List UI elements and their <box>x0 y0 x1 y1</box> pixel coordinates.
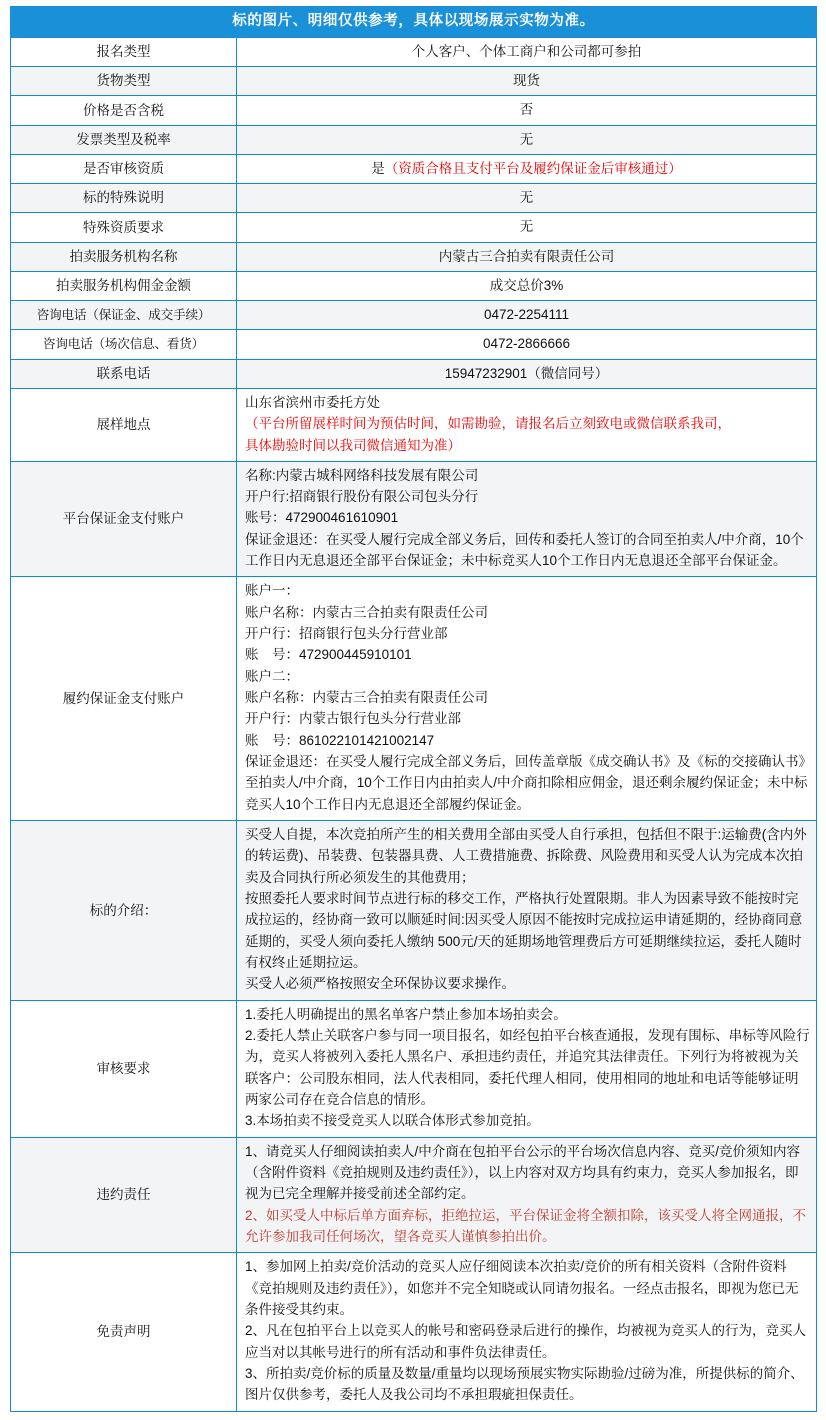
row-label-registration-type: 报名类型 <box>11 37 237 66</box>
row-value-commission: 成交总价3% <box>237 271 817 300</box>
audit-requirement-item-1: 1.委托人明确提出的黑名单客户禁止参加本场拍卖会。 <box>245 1006 567 1022</box>
row-value-disclaimer <box>237 1253 817 1411</box>
row-label-subject-intro: 标的介绍： <box>11 821 237 1001</box>
row-label-display-site: 展样地点 <box>11 388 237 461</box>
performance-account-two-number: 账 号：861022101421002147 <box>245 732 435 748</box>
breach-liability-item-1: 1、请竞买人仔细阅读拍卖人/中介商在包拍平台公示的平台场次信息内容、竞买/竞价须知内容（含附件资料《竞拍规则及违约责任》），以上内容对双方均具有约束力，竞买人参加报名，即视为已完全理解并接受前述全部约定。 <box>245 1143 801 1202</box>
row-label-goods-type: 货物类型 <box>11 67 237 96</box>
row-label-qualification-review: 是否审核资质 <box>11 154 237 183</box>
row-label-invoice-type: 发票类型及税率 <box>11 125 237 154</box>
row-value-goods-type: 现货 <box>237 67 817 96</box>
row-value-hotline-session: 0472-2866666 <box>237 330 817 359</box>
row-value-breach-liability <box>237 1137 817 1253</box>
row-label-breach-liability: 违约责任 <box>11 1137 237 1253</box>
table-row <box>11 242 817 271</box>
row-label-special-qualification: 特殊资质要求 <box>11 213 237 242</box>
row-value-contact-phone: 15947232901（微信同号） <box>237 359 817 388</box>
row-value-auction-agency: 内蒙古三合拍卖有限责任公司 <box>237 242 817 271</box>
table-row <box>11 184 817 213</box>
table-row-performance-deposit-account <box>11 577 817 821</box>
row-value-platform-deposit-account <box>237 461 817 577</box>
row-label-performance-deposit-account: 履约保证金支付账户 <box>11 577 237 821</box>
row-value-subject-intro <box>237 821 817 1001</box>
display-site-note-line2: 具体勘验时间以我司微信通知为准） <box>245 437 461 453</box>
row-value-tax-included: 否 <box>237 96 817 125</box>
table-row <box>11 125 817 154</box>
row-label-hotline-deposit: 咨询电话（保证金、成交手续） <box>11 301 237 330</box>
disclaimer-item-1: 1、参加网上拍卖/竞价活动的竞买人应仔细阅读本次拍卖/竞价的所有相关资料（含附件资料《竞拍规则及违约责任》），如您并不完全知晓或认同请勿报名。一经点击报名，即视为您已无条件接受其约束。 <box>245 1259 799 1317</box>
row-label-special-note: 标的特殊说明 <box>11 184 237 213</box>
table-row-breach-liability <box>11 1137 817 1253</box>
table-row <box>11 330 817 359</box>
table-row <box>11 67 817 96</box>
performance-account-one-number: 账 号：472900445910101 <box>245 647 412 663</box>
display-site-note-line1: （平台所留展样时间为预估时间，如需勘验，请报名后立刻致电或微信联系我司， <box>245 416 731 432</box>
performance-deposit-refund-terms: 保证金退还：在买受人履行完成全部义务后，回传盖章版《成交确认书》及《标的交接确认书》至拍卖人/中介商，10个工作日内由拍卖人/中介商扣除相应佣金，退还剩余履约保证金；未中标竞买人10个工作日内无息退还全部履约保证金。 <box>245 754 808 812</box>
table-row-display-site <box>11 388 817 461</box>
table-row <box>11 301 817 330</box>
audit-requirement-item-2: 2.委托人禁止关联客户参与同一项目报名，如经包拍平台核查通报，发现有围标、串标等风险行为，竞买人将被列入委托人黑名户、承担违约责任，并追究其法律责任。下列行为将被视为关联客户：公司股东相同，法人代表相同，委托代理人相同，使用相同的地址和电话等能够证明两家公司存在竞合信息的情形。 <box>245 1028 810 1108</box>
table-row <box>11 154 817 183</box>
row-label-contact-phone: 联系电话 <box>11 359 237 388</box>
row-value-display-site <box>237 388 817 461</box>
row-label-disclaimer: 免责声明 <box>11 1253 237 1411</box>
performance-account-two-heading: 账户二： <box>245 668 299 684</box>
platform-deposit-refund-terms: 保证金退还：在买受人履行完成全部义务后，回传和委托人签订的合同至拍卖人/中介商，10个工作日内无息退还全部平台保证金；未中标竞买人10个工作日内无息退还全部平台保证金。 <box>245 531 804 569</box>
row-value-registration-type: 个人客户、个体工商户和公司都可参拍 <box>237 37 817 66</box>
row-label-tax-included: 价格是否含税 <box>11 96 237 125</box>
platform-account-name: 名称:内蒙古城科网络科技发展有限公司 <box>245 467 479 483</box>
subject-intro-paragraph-3: 买受人必须严格按照安全环保协议要求操作。 <box>245 976 515 992</box>
row-value-qualification-review <box>237 154 817 183</box>
display-site-address: 山东省滨州市委托方处 <box>245 394 380 410</box>
table-row-audit-requirements <box>11 1000 817 1137</box>
row-value-invoice-type: 无 <box>237 125 817 154</box>
banner-notice: 标的图片、明细仅供参考，具体以现场展示实物为准。 <box>11 7 817 38</box>
row-label-hotline-session: 咨询电话（场次信息、看货） <box>11 330 237 359</box>
subject-intro-paragraph-2: 按照委托人要求时间节点进行标的移交工作，严格执行处置限期。非人为因素导致不能按时完成拉运的，经协商一致可以顺延时间:因买受人原因不能按时完成拉运申请延期的，经协商同意延期的，买受人须向委托人缴纳 500元/天的延期场地管理费后方可延期继续拉运，委托人随时有权终止延期拉运。 <box>245 891 803 971</box>
table-row <box>11 271 817 300</box>
qualification-review-note: （资质合格且支付平台及履约保证金后审核通过） <box>384 160 682 176</box>
auction-info-table <box>10 6 817 1412</box>
table-row-platform-deposit-account <box>11 461 817 577</box>
performance-account-one-bank: 开户行：招商银行包头分行营业部 <box>245 626 448 642</box>
table-row-subject-intro <box>11 821 817 1001</box>
row-label-commission: 拍卖服务机构佣金金额 <box>11 271 237 300</box>
row-label-audit-requirements: 审核要求 <box>11 1000 237 1137</box>
disclaimer-item-3: 3、所拍卖/竞价标的质量及数量/重量均以现场预展实物实际勘验/过磅为准，所提供标的简介、图片仅供参考，委托人及我公司均不承担瑕疵担保责任。 <box>245 1365 804 1403</box>
breach-liability-item-2: 2、如买受人中标后单方面弃标，拒绝拉运，平台保证金将全额扣除，该买受人将全网通报，不允许参加我司任何场次，望各竞买人谨慎参拍出价。 <box>245 1207 807 1244</box>
performance-account-two-name: 账户名称：内蒙古三合拍卖有限责任公司 <box>245 690 488 706</box>
platform-account-bank: 开户行:招商银行股份有限公司包头分行 <box>245 489 479 505</box>
row-label-auction-agency: 拍卖服务机构名称 <box>11 242 237 271</box>
table-row <box>11 96 817 125</box>
row-value-audit-requirements <box>237 1000 817 1137</box>
row-value-performance-deposit-account <box>237 577 817 821</box>
row-value-special-qualification: 无 <box>237 213 817 242</box>
row-value-hotline-deposit: 0472-2254111 <box>237 301 817 330</box>
audit-requirement-item-3: 3.本场拍卖不接受竞买人以联合体形式参加竞拍。 <box>245 1113 540 1129</box>
row-value-special-note: 无 <box>237 184 817 213</box>
table-banner-row <box>11 7 817 38</box>
platform-account-number: 账号：472900461610901 <box>245 510 399 526</box>
table-row <box>11 213 817 242</box>
subject-intro-paragraph-1: 买受人自提，本次竞拍所产生的相关费用全部由买受人自行承担，包括但不限于:运输费(含内外的转运费)、吊装费、包装器具费、人工费措施费、拆除费、风险费用和买受人认为完成本次拍卖及合同执行所必须发生的其他费用； <box>245 827 807 885</box>
disclaimer-item-2: 2、凡在包拍平台上以竞买人的帐号和密码登录后进行的操作，均被视为竞买人的行为，竞买人应当对以其帐号进行的所有活动和事件负法律责任。 <box>245 1323 807 1360</box>
table-row <box>11 359 817 388</box>
qualification-review-answer: 是 <box>371 160 385 176</box>
table-row <box>11 37 817 66</box>
table-row-disclaimer <box>11 1253 817 1411</box>
performance-account-two-bank: 开户行：内蒙古银行包头分行营业部 <box>245 711 461 727</box>
row-label-platform-deposit-account: 平台保证金支付账户 <box>11 461 237 577</box>
performance-account-one-name: 账户名称：内蒙古三合拍卖有限责任公司 <box>245 604 488 620</box>
performance-account-one-heading: 账户一： <box>245 583 299 599</box>
